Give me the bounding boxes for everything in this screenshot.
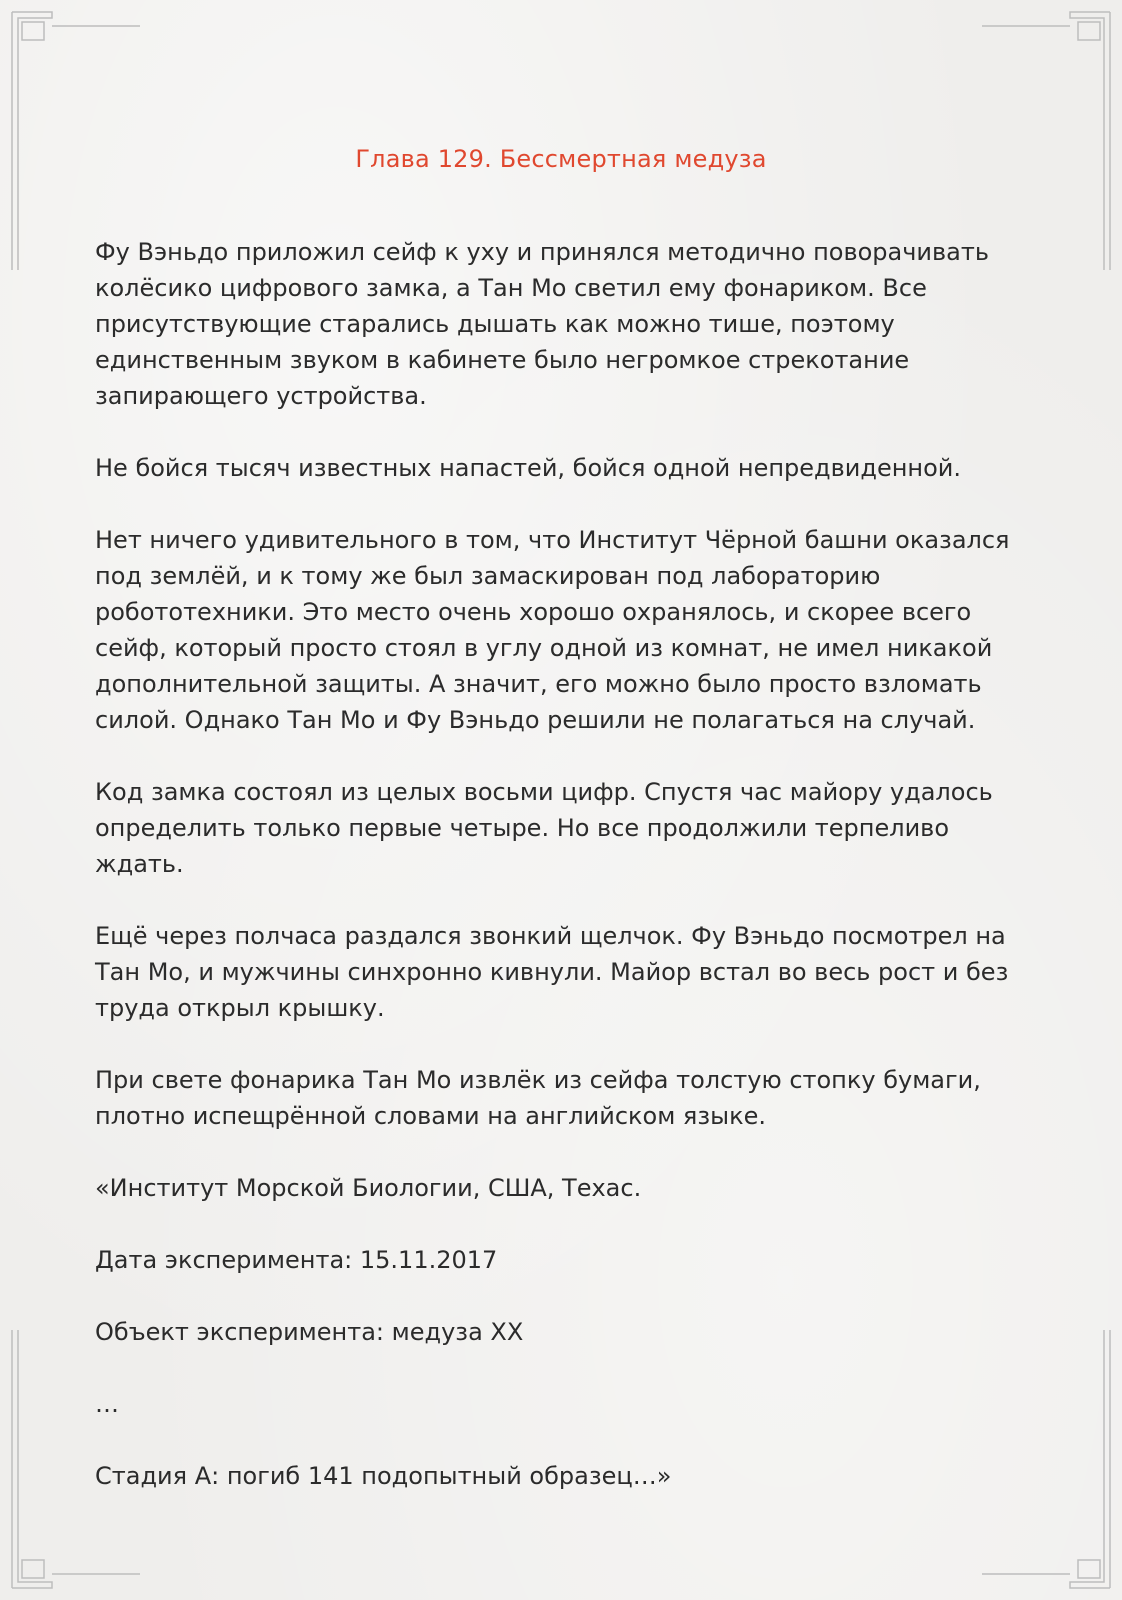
paragraph: Фу Вэньдо приложил сейф к уху и принялся методично поворачивать колёсико цифрового замка, а Тан Мо светил ему фонариком. Все присутствующие старались дышать как можно тише, поэтому единственным звуком в кабинете было негромкое стрекотание запирающего устройства. <box>95 238 989 410</box>
paragraph: Не бойся тысяч известных напастей, бойся одной непредвиденной. <box>95 454 962 482</box>
paragraph: … <box>95 1390 119 1418</box>
paragraph: Объект эксперимента: медуза XX <box>95 1318 524 1346</box>
paragraph: При свете фонарика Тан Мо извлёк из сейфа толстую стопку бумаги, плотно испещрённой словами на английском языке. <box>95 1066 981 1130</box>
paragraph: «Институт Морской Биологии, США, Техас. <box>95 1174 642 1202</box>
paragraph: Стадия А: погиб 141 подопытный образец…» <box>95 1462 672 1490</box>
paragraph: Нет ничего удивительного в том, что Институт Чёрной башни оказался под землёй, и к тому же был замаскирован под лабораторию робототехники. Это место очень хорошо охранялось, и скорее всего сейф, который просто стоял в углу одной из комнат, не имел никакой дополнительной защиты. А значит, его можно было просто взломать силой. Однако Тан Мо и Фу Вэньдо решили не полагаться на случай. <box>95 526 1010 734</box>
paragraph: Ещё через полчаса раздался звонкий щелчок. Фу Вэньдо посмотрел на Тан Мо, и мужчины синхронно кивнули. Майор встал во весь рост и без труда открыл крышку. <box>95 922 1009 1022</box>
chapter-title: Глава 129. Бессмертная медуза <box>355 145 767 173</box>
paragraph: Дата эксперимента: 15.11.2017 <box>95 1246 498 1274</box>
paragraph: Код замка состоял из целых восьми цифр. Спустя час майору удалось определить только первые четыре. Но все продолжили терпеливо ждать. <box>95 778 993 878</box>
chapter-body <box>95 234 1035 1530</box>
